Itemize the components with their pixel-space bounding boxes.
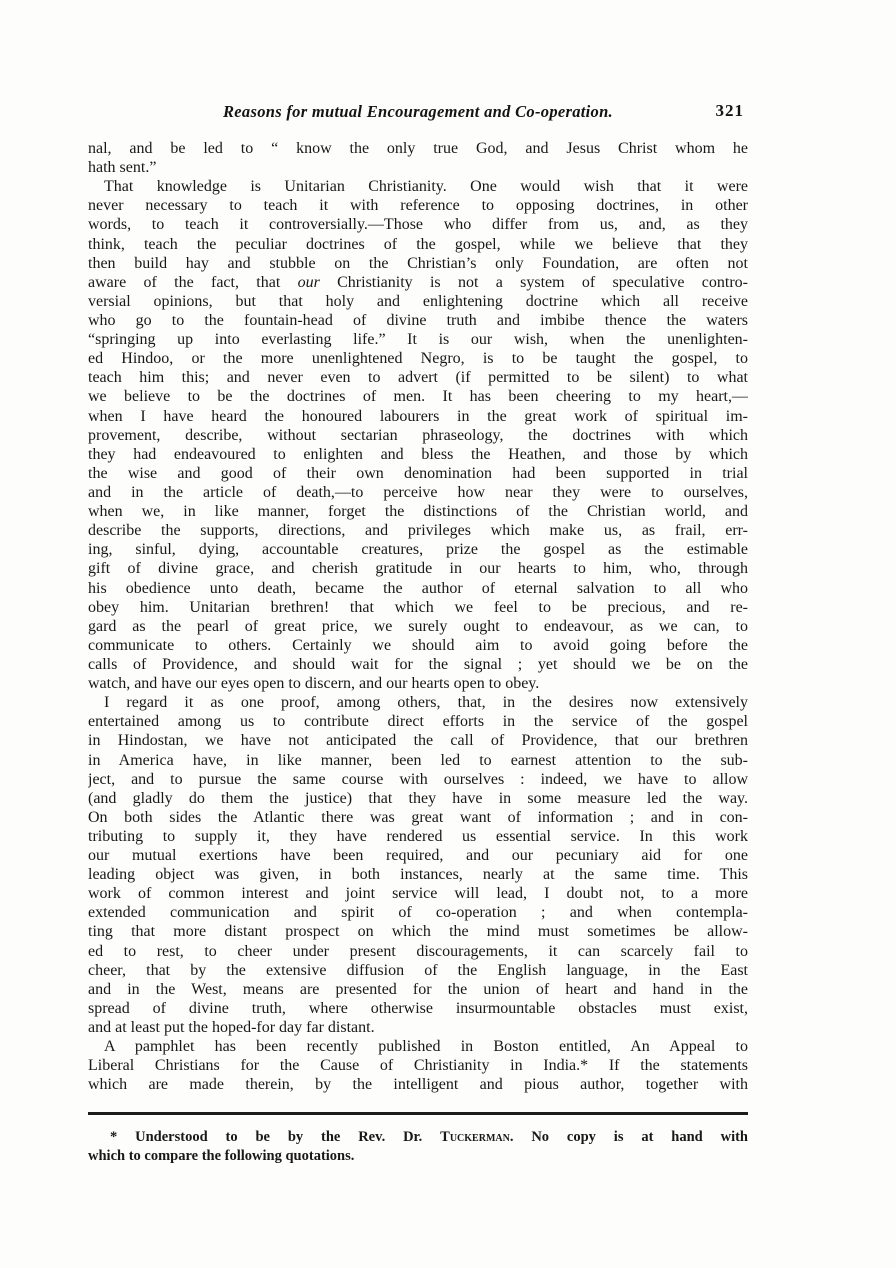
text-line: then build hay and stubble on the Christian’s only Foundation, are often not: [88, 254, 748, 272]
text-line: when we, in like manner, forget the distinctions of the Christian world, and: [88, 503, 748, 521]
text-line: in America have, in like manner, been led to earnest attention to the sub-: [88, 751, 748, 769]
text-line: ed to rest, to cheer under present discouragements, it can scarcely fail to: [88, 942, 748, 960]
text-line: cheer, that by the extensive diffusion of the English language, in the East: [88, 961, 748, 979]
text-line: On both sides the Atlantic there was great want of information ; and in con-: [88, 808, 748, 826]
text-line: That knowledge is Unitarian Christianity. One would wish that it were: [104, 178, 748, 196]
text-line: * Understood to be by the Rev. Dr. Tuckerman. No copy is at hand with: [110, 1129, 748, 1145]
text-line: gift of divine grace, and cherish gratitude in our hearts to him, who, through: [88, 560, 748, 578]
text-line: his obedience unto death, became the author of eternal salvation to all who: [88, 579, 748, 597]
text-line: which to compare the following quotations.: [88, 1148, 355, 1164]
text-line: describe the supports, directions, and privileges which make us, as frail, err-: [88, 522, 748, 540]
footnote: [88, 1128, 748, 1166]
text-line: the wise and good of their own denomination had been supported in trial: [88, 464, 748, 482]
text-line: “springing up into everlasting life.” It is our wish, when the unenlighten-: [88, 331, 748, 349]
text-line: never necessary to teach it with reference to opposing doctrines, in other: [88, 197, 748, 215]
running-header: [88, 102, 748, 124]
text-line: and at least put the hoped-for day far distant.: [88, 1019, 375, 1037]
text-line: ject, and to pursue the same course with ourselves : indeed, we have to allow: [88, 770, 748, 788]
text-line: and in the article of death,—to perceive how near they were to ourselves,: [88, 483, 748, 501]
text-line: extended communication and spirit of co-operation ; and when contempla-: [88, 904, 748, 922]
page-number: 321: [715, 101, 744, 120]
text-line: when I have heard the honoured labourers in the great work of spiritual im-: [88, 407, 748, 425]
text-line: who go to the fountain-head of divine truth and imbibe thence the waters: [88, 311, 748, 329]
text-line: and in the West, means are presented for the union of heart and hand in the: [88, 980, 748, 998]
text-line: I regard it as one proof, among others, that, in the desires now extensively: [104, 694, 748, 712]
text-line: ed Hindoo, or the more unenlightened Negro, is to be taught the gospel, to: [88, 350, 748, 368]
text-line: versial opinions, but that holy and enlightening doctrine which all receive: [88, 292, 748, 310]
text-line: spread of divine truth, where otherwise insurmountable obstacles must exist,: [88, 999, 748, 1017]
text-line: gard as the pearl of great price, we surely ought to endeavour, as we can, to: [88, 617, 748, 635]
footnote-divider: [88, 1112, 748, 1115]
page-body: [88, 139, 748, 1094]
text-line: A pamphlet has been recently published in Boston entitled, An Appeal to: [104, 1038, 748, 1056]
text-line: think, teach the peculiar doctrines of the gospel, while we believe that they: [88, 235, 748, 253]
text-line: (and gladly do them the justice) that they have in some measure led the way.: [88, 789, 748, 807]
text-line: teach him this; and never even to advert (if permitted to be silent) to what: [88, 369, 748, 387]
text-line: provement, describe, without sectarian phraseology, the doctrines with which: [88, 426, 748, 444]
text-line: obey him. Unitarian brethren! that which we feel to be precious, and re-: [88, 598, 748, 616]
text-line: which are made therein, by the intelligent and pious author, together with: [88, 1076, 748, 1094]
text-line: our mutual exertions have been required, and our pecuniary aid for one: [88, 847, 748, 865]
text-line: tributing to supply it, they have rendered us essential service. In this work: [88, 827, 748, 845]
text-line: hath sent.”: [88, 159, 157, 177]
text-line: watch, and have our eyes open to discern, and our hearts open to obey.: [88, 675, 540, 693]
text-line: communicate to others. Certainly we should aim to avoid going before the: [88, 636, 748, 654]
text-line: leading object was given, in both instances, nearly at the same time. This: [88, 866, 748, 884]
text-line: entertained among us to contribute direct efforts in the service of the gospel: [88, 713, 748, 731]
text-line: nal, and be led to “ know the only true God, and Jesus Christ whom he: [88, 140, 748, 157]
text-line: they had endeavoured to enlighten and bless the Heathen, and those by which: [88, 445, 748, 463]
text-line: work of common interest and joint service will lead, I doubt not, to a more: [88, 885, 748, 903]
text-line: ing, sinful, dying, accountable creatures, prize the gospel as the estimable: [88, 541, 748, 559]
text-line: words, to teach it controversially.—Those who differ from us, and, as they: [88, 216, 748, 234]
text-line: Liberal Christians for the Cause of Christianity in India.* If the statements: [88, 1057, 748, 1075]
text-line: aware of the fact, that our Christianity is not a system of speculative contro-: [88, 273, 748, 291]
text-line: we believe to be the doctrines of men. It has been cheering to my heart,—: [88, 388, 748, 406]
text-line: in Hindostan, we have not anticipated the call of Providence, that our brethren: [88, 732, 748, 750]
page-title: Reasons for mutual Encouragement and Co-operation.: [223, 102, 613, 121]
text-line: calls of Providence, and should wait for the signal ; yet should we be on the: [88, 655, 748, 673]
text-line: ting that more distant prospect on which the mind must sometimes be allow-: [88, 923, 748, 941]
